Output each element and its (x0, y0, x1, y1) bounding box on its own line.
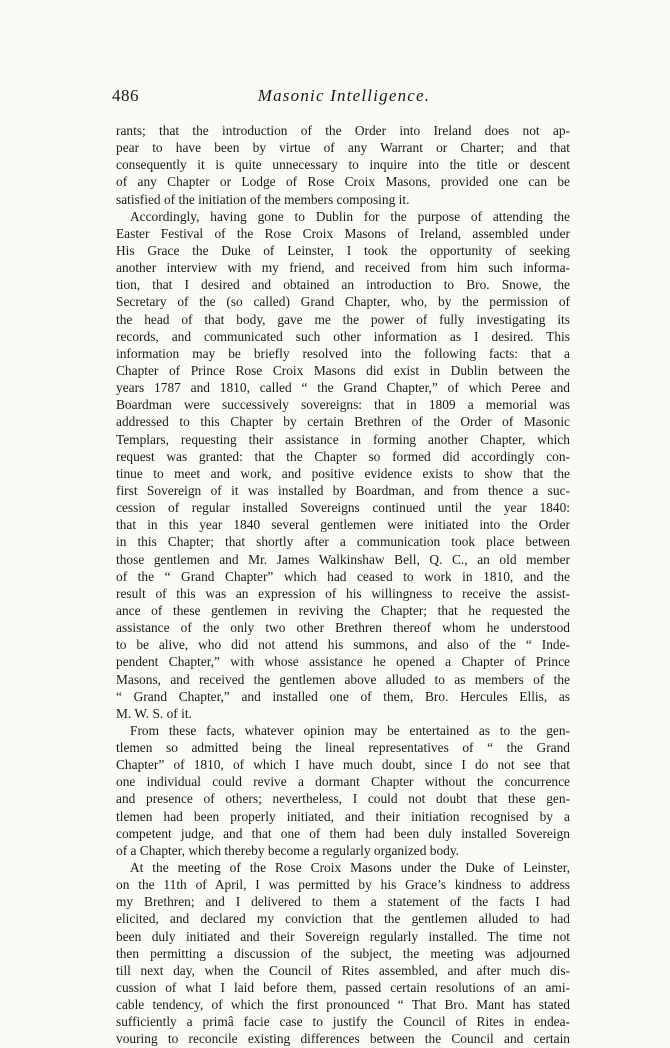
text-line: sufficiently a primâ facie case to justify the Council of Rites in endea- (116, 1014, 570, 1030)
text-line: in this Chapter; that shortly after a communication took place between (116, 534, 570, 550)
text-line: one individual could revive a dormant Chapter without the concurrence (116, 774, 570, 790)
text-line: records, and communicated such other information as I desired. This (116, 328, 570, 344)
text-line: “ Grand Chapter,” and installed one of them, Bro. Hercules Ellis, as (116, 688, 570, 704)
text-line: tion, that I desired and obtained an introduction to Bro. Snowe, the (116, 277, 570, 293)
text-line: then permitting a discussion of the subject, the meeting was adjourned (116, 945, 570, 961)
text-line: another interview with my friend, and received from him such informa- (116, 260, 570, 276)
text-line: those gentlemen and Mr. James Walkinshaw Bell, Q. C., an old member (116, 551, 570, 567)
text-line: first Sovereign of it was installed by Boardman, and from thence a suc- (116, 482, 570, 498)
text-line: Secretary of the (so called) Grand Chapter, who, by the permission of (116, 294, 570, 310)
text-line: cable tendency, of which the first pronounced “ That Bro. Mant has stated (116, 997, 570, 1013)
text-line: the head of that body, gave me the power of fully investigating its (116, 311, 570, 327)
text-line: till next day, when the Council of Rites assembled, and after much dis- (116, 962, 570, 978)
text-line: satisfied of the initiation of the members composing it. (116, 191, 410, 207)
text-line: pear to have been by virtue of any Warrant or Charter; and that (116, 140, 570, 156)
text-line: request was granted: that the Chapter so formed did accordingly con- (116, 448, 570, 464)
text-line: Masons, and received the gentlemen above alluded to as members of the (116, 671, 570, 687)
text-line: Accordingly, having gone to Dublin for the purpose of attending the (130, 208, 570, 224)
text-line: Chapter of Prince Rose Croix Masons did exist in Dublin between the (116, 362, 570, 378)
text-line: of a Chapter, which thereby become a regularly organized body. (116, 842, 460, 858)
text-line: and presence of others; nevertheless, I could not doubt that these gen- (116, 791, 570, 807)
text-line: ance of these gentlemen in reviving the Chapter; that he requested the (116, 602, 570, 618)
text-line: of the “ Grand Chapter” which had ceased to work in 1810, and the (116, 568, 570, 584)
text-line: pendent Chapter,” with whose assistance he opened a Chapter of Prince (116, 654, 570, 670)
text-line: cussion of what I laid before them, passed certain resolutions of an ami- (116, 980, 570, 996)
text-line: rants; that the introduction of the Order into Ireland does not ap- (116, 123, 570, 138)
text-line: M. W. S. of it. (116, 705, 192, 721)
text-line: tlemen had been properly initiated, and their initiation recognised by a (116, 808, 570, 824)
text-line: competent judge, and that one of them had been duly installed Sovereign (116, 825, 570, 841)
text-line: on the 11th of April, I was permitted by his Grace’s kindness to address (116, 877, 570, 893)
running-title: Masonic Intelligence. (257, 86, 431, 105)
text-line: elicited, and declared my conviction that the gentlemen alluded to had (116, 911, 570, 927)
page-number: 486 (112, 86, 139, 105)
text-line: At the meeting of the Rose Croix Masons under the Duke of Leinster, (130, 860, 570, 876)
text-line: information may be briefly resolved into the following facts: that a (116, 345, 570, 361)
text-line: Chapter” of 1810, of which I have much doubt, since I do not see that (116, 757, 570, 773)
text-line: that in this year 1840 several gentlemen were initiated into the Order (116, 517, 570, 533)
text-line: Templars, requesting their assistance in forming another Chapter, which (116, 431, 570, 447)
text-line: From these facts, whatever opinion may be entertained as to the gen- (130, 722, 570, 738)
body-text (116, 122, 570, 1048)
text-line: been duly initiated and their Sovereign regularly installed. The time not (116, 928, 570, 944)
text-line: of any Chapter or Lodge of Rose Croix Masons, provided one can be (116, 174, 570, 190)
text-line: years 1787 and 1810, called “ the Grand Chapter,” of which Peree and (116, 380, 570, 396)
text-line: cession of regular installed Sovereigns continued until the year 1840: (116, 500, 570, 516)
text-line: Boardman were successively sovereigns: that in 1809 a memorial was (116, 397, 570, 413)
text-line: my Brethren; and I delivered to them a statement of the facts I had (116, 894, 570, 910)
text-line: tinue to meet and work, and positive evidence exists to show that the (116, 465, 570, 481)
running-head (112, 84, 576, 108)
text-line: assistance of the only two other Brethren thereof whom he understood (116, 620, 570, 636)
text-line: tlemen so admitted being the lineal representatives of “ the Grand (116, 740, 570, 756)
text-line: His Grace the Duke of Leinster, I took the opportunity of seeking (116, 242, 570, 258)
text-line: vouring to reconcile existing differences between the Council and certain (116, 1031, 570, 1047)
text-line: result of this was an expression of his willingness to receive the assist- (116, 585, 570, 601)
text-line: to be alive, who did not attend his summons, and also of the “ Inde- (116, 637, 570, 653)
text-line: addressed to this Chapter by certain Brethren of the Order of Masonic (116, 414, 570, 430)
text-line: consequently it is quite unnecessary to inquire into the title or descent (116, 157, 570, 173)
text-line: Easter Festival of the Rose Croix Masons of Ireland, assembled under (116, 225, 570, 241)
